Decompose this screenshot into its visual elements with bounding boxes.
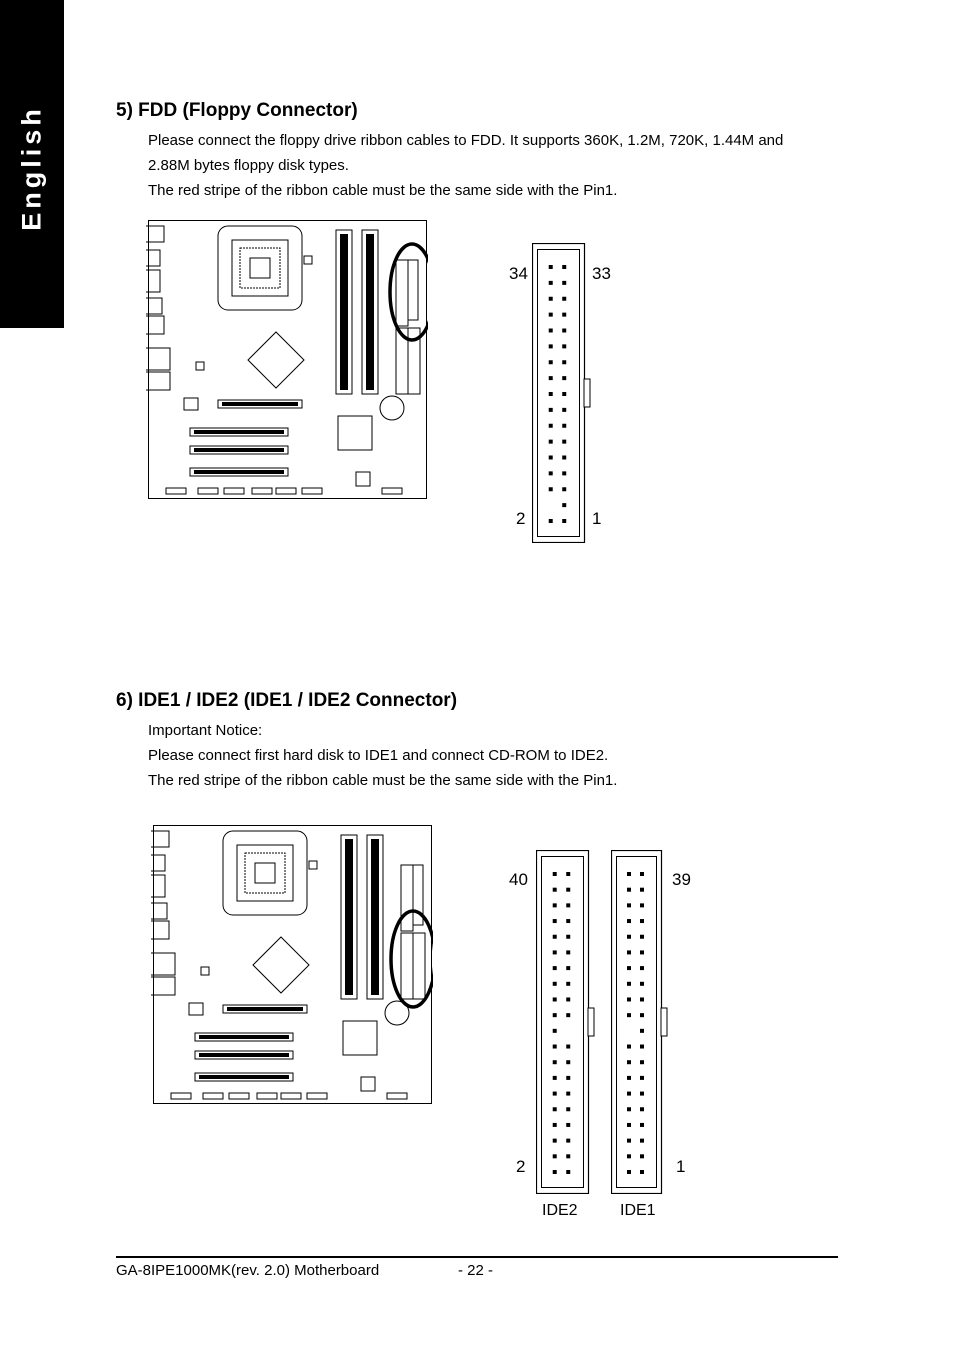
fdd-text-line-1: Please connect the floppy drive ribbon cables to FDD. It supports 360K, 1.2M, 720K, 1.44M and <box>148 132 784 149</box>
fdd-pin-header-diagram <box>532 243 596 548</box>
language-label: English <box>16 105 47 231</box>
ide-text-line-1: Important Notice: <box>148 722 263 739</box>
ide-text-line-3: The red stripe of the ribbon cable must be the same side with the Pin1. <box>148 772 618 789</box>
fdd-text-line-3: The red stripe of the ribbon cable must be the same side with the Pin1. <box>148 182 618 199</box>
fdd-text-line-2: 2.88M bytes floppy disk types. <box>148 157 349 174</box>
footer-model: GA-8IPE1000MK(rev. 2.0) Motherboard <box>116 1262 380 1279</box>
ide-pin-40-label: 40 <box>509 870 528 889</box>
ide-motherboard-diagram <box>151 825 433 1105</box>
footer-page-number: - 22 - <box>458 1262 494 1279</box>
ide2-pin-header-diagram <box>536 850 600 1199</box>
footer-rule <box>116 1256 838 1258</box>
fdd-pin-1-label: 1 <box>592 509 602 528</box>
ide-pin-2-label: 2 <box>516 1157 526 1176</box>
ide1-pin-header-diagram <box>611 850 673 1199</box>
fdd-motherboard-diagram <box>146 220 428 500</box>
fdd-pin-34-label: 34 <box>509 264 528 283</box>
ide2-connector-label: IDE2 <box>542 1202 578 1219</box>
fdd-pin-2-label: 2 <box>516 509 526 528</box>
ide-pin-39-label: 39 <box>672 870 691 889</box>
ide-heading: 6) IDE1 / IDE2 (IDE1 / IDE2 Connector) <box>116 690 458 711</box>
ide-pin-1-label: 1 <box>676 1157 686 1176</box>
language-side-tab <box>0 0 64 328</box>
fdd-pin-33-label: 33 <box>592 264 611 283</box>
ide1-connector-label: IDE1 <box>620 1202 656 1219</box>
fdd-heading: 5) FDD (Floppy Connector) <box>116 100 358 121</box>
ide-text-line-2: Please connect first hard disk to IDE1 and connect CD-ROM to IDE2. <box>148 747 609 764</box>
